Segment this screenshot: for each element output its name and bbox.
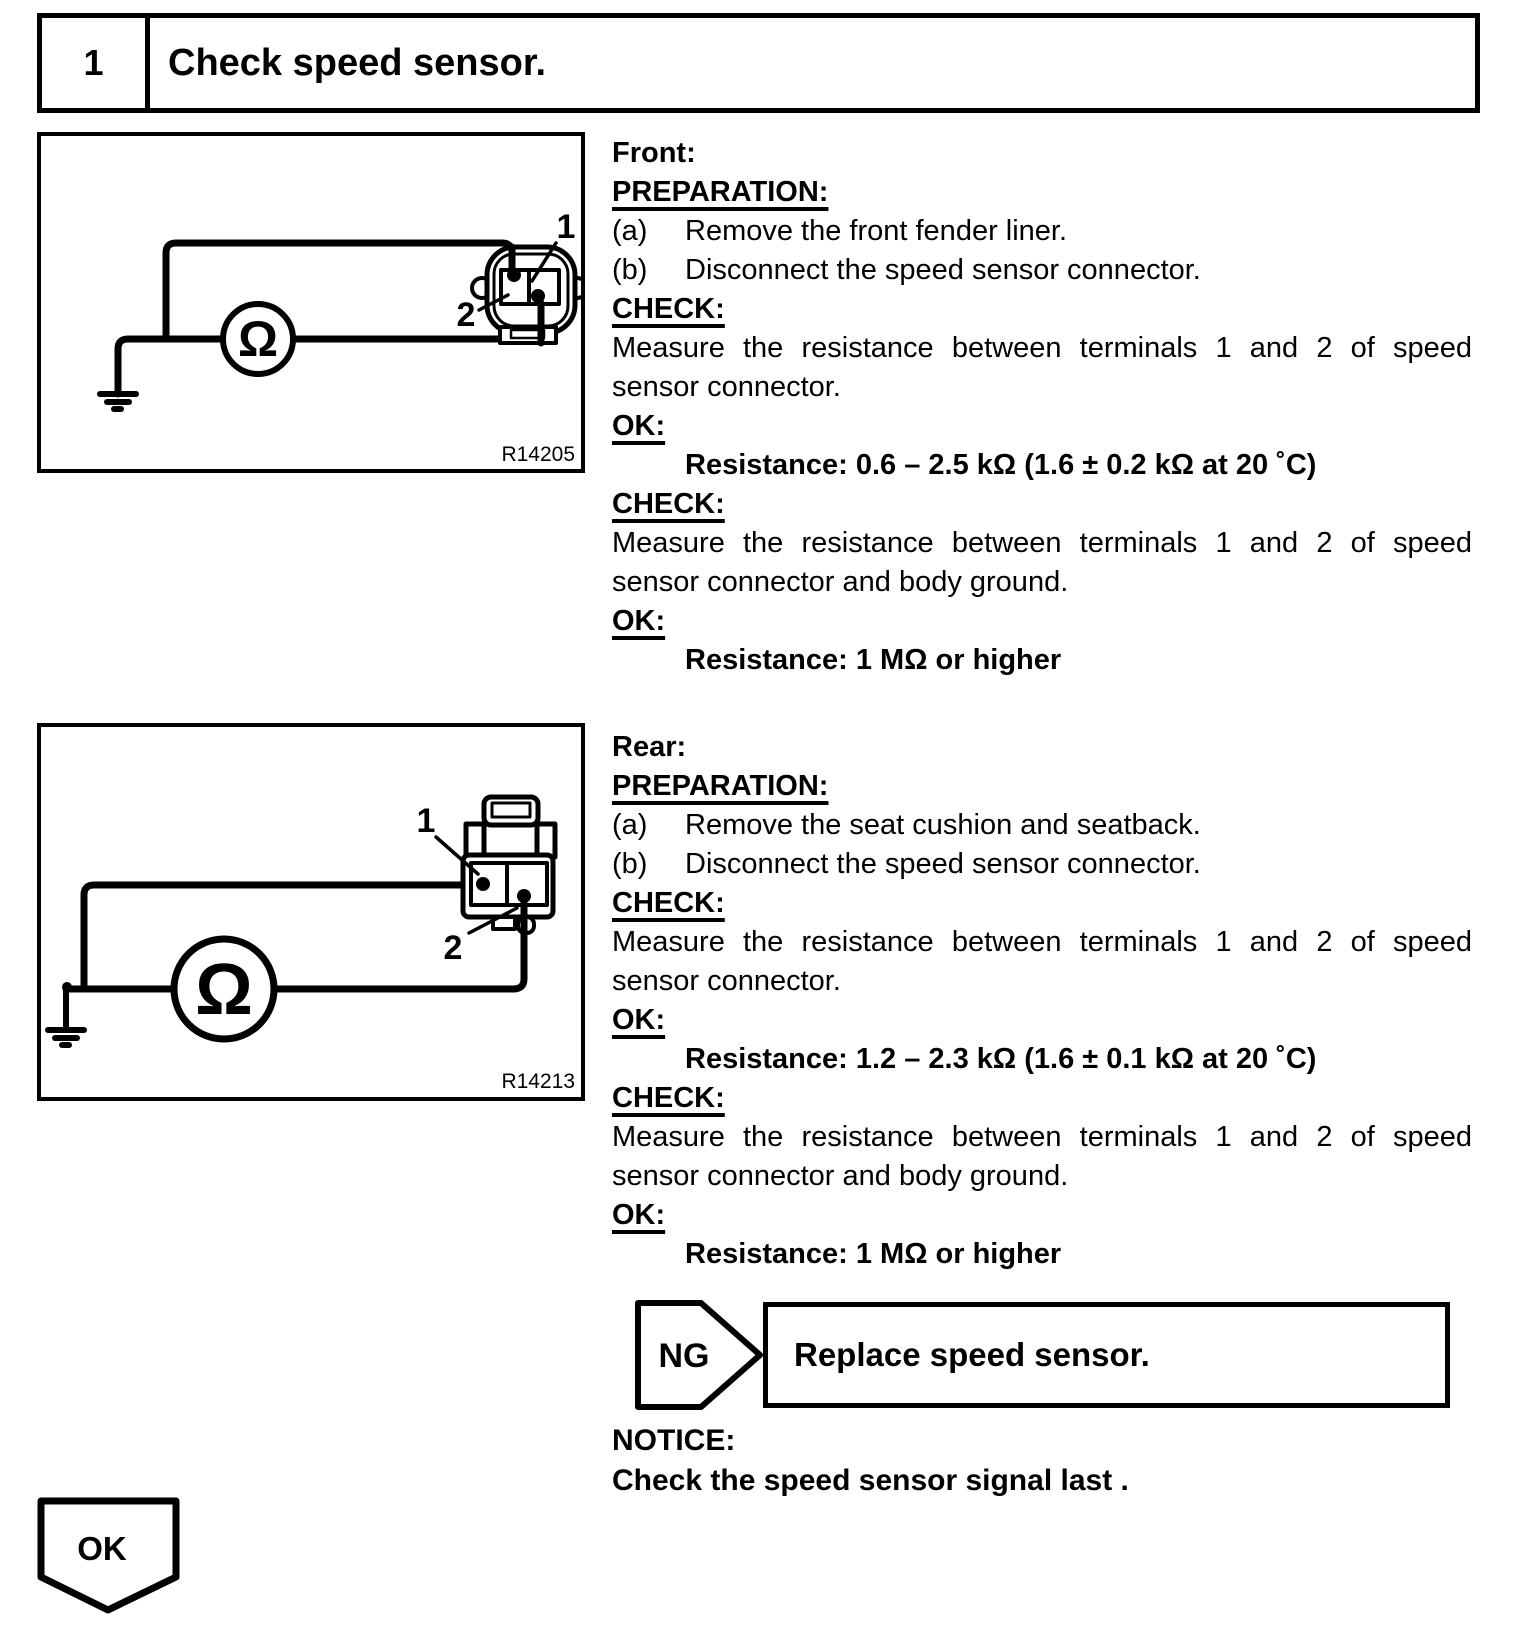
step-text: Disconnect the speed sensor connector. — [685, 254, 1201, 286]
notice-block — [612, 1421, 1129, 1501]
probe-dot — [62, 982, 72, 992]
notice-text: Check the speed sensor signal last . — [612, 1464, 1129, 1497]
front-check1-text: Measure the resistance between terminals 1 and 2 of speed sensor connector. — [612, 332, 1472, 403]
ohm-symbol: Ω — [237, 311, 279, 367]
figure-code: R14205 — [501, 443, 575, 466]
rear-check2-text: Measure the resistance between terminals 1 and 2 of speed sensor connector and body ground. — [612, 1121, 1472, 1192]
front-ok1-label: OK: — [612, 410, 666, 442]
step-title: Check speed sensor. — [168, 41, 547, 84]
ng-arrow-icon — [634, 1299, 766, 1411]
ohm-symbol: Ω — [195, 950, 253, 1030]
terminal-2-label: 2 — [443, 929, 463, 967]
front-circuit-diagram — [41, 136, 581, 469]
front-step-a — [612, 212, 1472, 251]
ng-action-box — [763, 1302, 1450, 1408]
rear-section — [612, 728, 1472, 1274]
figure-front-circuit — [37, 132, 585, 473]
front-check1-label: CHECK: — [612, 293, 725, 325]
rear-check1-label: CHECK: — [612, 887, 725, 919]
rear-ok1-value: Resistance: 1.2 – 2.3 kΩ (1.6 ± 0.1 kΩ at 20 ˚C) — [685, 1043, 1317, 1075]
front-ok2-label: OK: — [612, 605, 666, 637]
step-text: Remove the front fender liner. — [685, 215, 1068, 247]
terminal-1-label: 1 — [556, 208, 576, 246]
ng-action-text: Replace speed sensor. — [794, 1336, 1150, 1373]
front-heading: Front: — [612, 137, 696, 169]
terminal-1-label: 1 — [416, 802, 436, 840]
rear-preparation-label: PREPARATION: — [612, 770, 829, 802]
rear-ok2-value: Resistance: 1 MΩ or higher — [685, 1238, 1062, 1270]
rear-ok2-label: OK: — [612, 1199, 666, 1231]
rear-check2-label: CHECK: — [612, 1082, 725, 1114]
ground-icon — [48, 989, 84, 1045]
step-header — [37, 13, 1480, 113]
front-preparation-label: PREPARATION: — [612, 176, 829, 208]
step-number: 1 — [42, 18, 150, 108]
rear-circuit-diagram — [41, 727, 581, 1097]
rear-heading: Rear: — [612, 731, 687, 763]
step-index: (a) — [612, 215, 648, 247]
step-index: (b) — [612, 254, 648, 286]
wire — [118, 243, 541, 394]
figure-rear-circuit — [37, 723, 585, 1101]
connector-icon — [472, 247, 581, 343]
ok-badge-label: OK — [77, 1530, 127, 1567]
rear-check1-text: Measure the resistance between terminals 1 and 2 of speed sensor connector. — [612, 926, 1472, 997]
front-section — [612, 134, 1472, 680]
rear-ok1-label: OK: — [612, 1004, 666, 1036]
ok-branch — [36, 1496, 182, 1616]
terminal-2-label: 2 — [456, 296, 476, 334]
front-check2-text: Measure the resistance between terminals 1 and 2 of speed sensor connector and body ground. — [612, 527, 1472, 598]
ng-badge-label: NG — [658, 1337, 710, 1375]
ok-arrow-icon — [36, 1496, 182, 1616]
step-text: Disconnect the speed sensor connector. — [685, 848, 1201, 880]
notice-label: NOTICE: — [612, 1424, 736, 1457]
step-index: (a) — [612, 809, 648, 841]
front-ok2-value: Resistance: 1 MΩ or higher — [685, 644, 1062, 676]
front-check2-label: CHECK: — [612, 488, 725, 520]
front-ok1-value: Resistance: 0.6 – 2.5 kΩ (1.6 ± 0.2 kΩ at 20 ˚C) — [685, 449, 1317, 481]
ng-branch — [634, 1299, 766, 1411]
step-index: (b) — [612, 848, 648, 880]
rear-step-b — [612, 845, 1472, 884]
front-step-b — [612, 251, 1472, 290]
ground-icon — [100, 394, 136, 409]
rear-step-a — [612, 806, 1472, 845]
figure-code: R14213 — [501, 1070, 575, 1093]
step-text: Remove the seat cushion and seatback. — [685, 809, 1201, 841]
